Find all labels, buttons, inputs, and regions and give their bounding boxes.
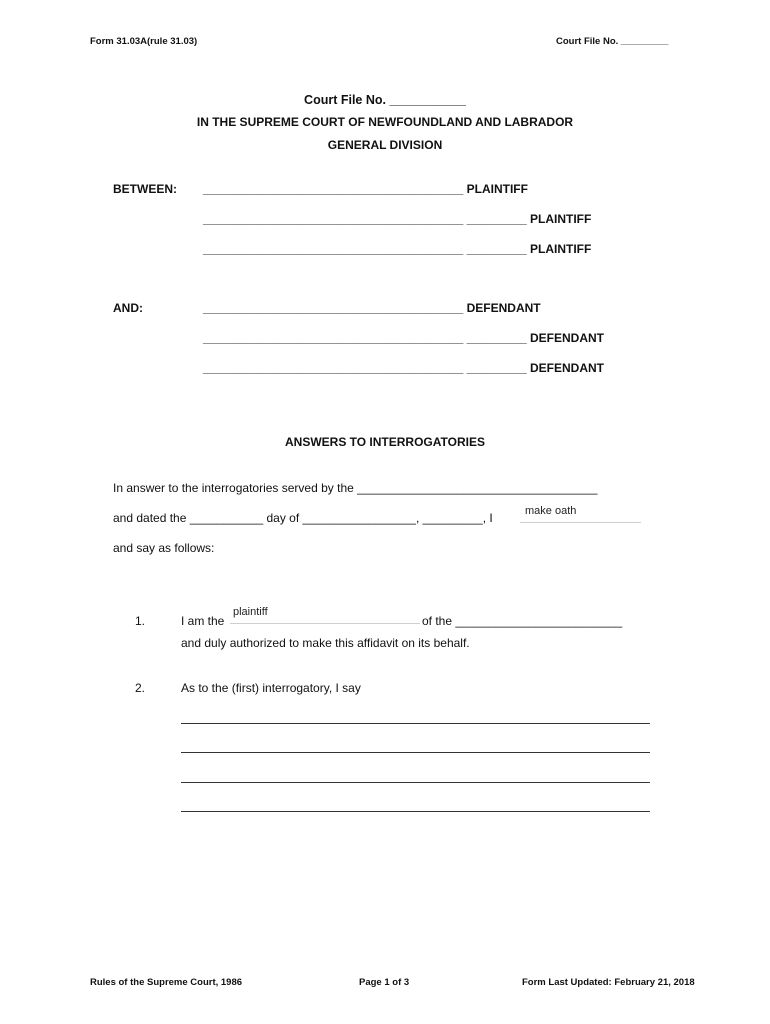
- plaintiff-line-2: _______________________________________ _________ PLAINTIFF: [203, 212, 592, 226]
- and-label: AND:: [113, 301, 143, 315]
- item-1-second-line: and duly authorized to make this affidavit on its behalf.: [181, 636, 470, 650]
- defendant-line-2: _______________________________________ _________ DEFENDANT: [203, 331, 605, 345]
- answer-line-2[interactable]: [181, 752, 650, 753]
- defendant-line-3: _______________________________________ _________ DEFENDANT: [203, 361, 605, 375]
- header-court-file-number: Court File No. _________: [556, 36, 669, 47]
- item-2-text: As to the (first) interrogatory, I say: [181, 681, 361, 695]
- oath-field[interactable]: [520, 505, 641, 523]
- plaintiff-line-3: _______________________________________ _________ PLAINTIFF: [203, 242, 592, 256]
- answer-line-4[interactable]: [181, 811, 650, 812]
- form-reference: Form 31.03A(rule 31.03): [90, 36, 198, 47]
- item-1-suffix: of the _________________________: [422, 614, 623, 628]
- between-label: BETWEEN:: [113, 182, 177, 196]
- document-title: ANSWERS TO INTERROGATORIES: [284, 435, 485, 449]
- dated-line: and dated the ___________ day of _________________, _________, I: [113, 511, 493, 525]
- defendant-line-1: _______________________________________ DEFENDANT: [203, 301, 541, 315]
- role-field-value: plaintiff: [233, 606, 268, 618]
- item-2-number: 2.: [135, 681, 146, 695]
- oath-field-value: make oath: [525, 505, 577, 517]
- plaintiff-line-1: _______________________________________ PLAINTIFF: [203, 182, 528, 196]
- item-1-prefix: I am the: [181, 614, 225, 628]
- say-as-follows: and say as follows:: [113, 541, 215, 555]
- interrogatories-served-line: In answer to the interrogatories served by the ____________________________________: [113, 481, 598, 495]
- footer-page-number: Page 1 of 3: [359, 977, 410, 988]
- answer-line-1[interactable]: [181, 723, 650, 724]
- court-name: IN THE SUPREME COURT OF NEWFOUNDLAND AND LABRADOR: [196, 115, 574, 129]
- court-file-number: Court File No. ___________: [304, 93, 466, 107]
- answer-line-3[interactable]: [181, 782, 650, 783]
- footer-rules: Rules of the Supreme Court, 1986: [90, 977, 243, 988]
- division-name: GENERAL DIVISION: [327, 138, 443, 152]
- item-1-number: 1.: [135, 614, 146, 628]
- role-field[interactable]: [230, 606, 420, 624]
- footer-last-updated: Form Last Updated: February 21, 2018: [522, 977, 695, 988]
